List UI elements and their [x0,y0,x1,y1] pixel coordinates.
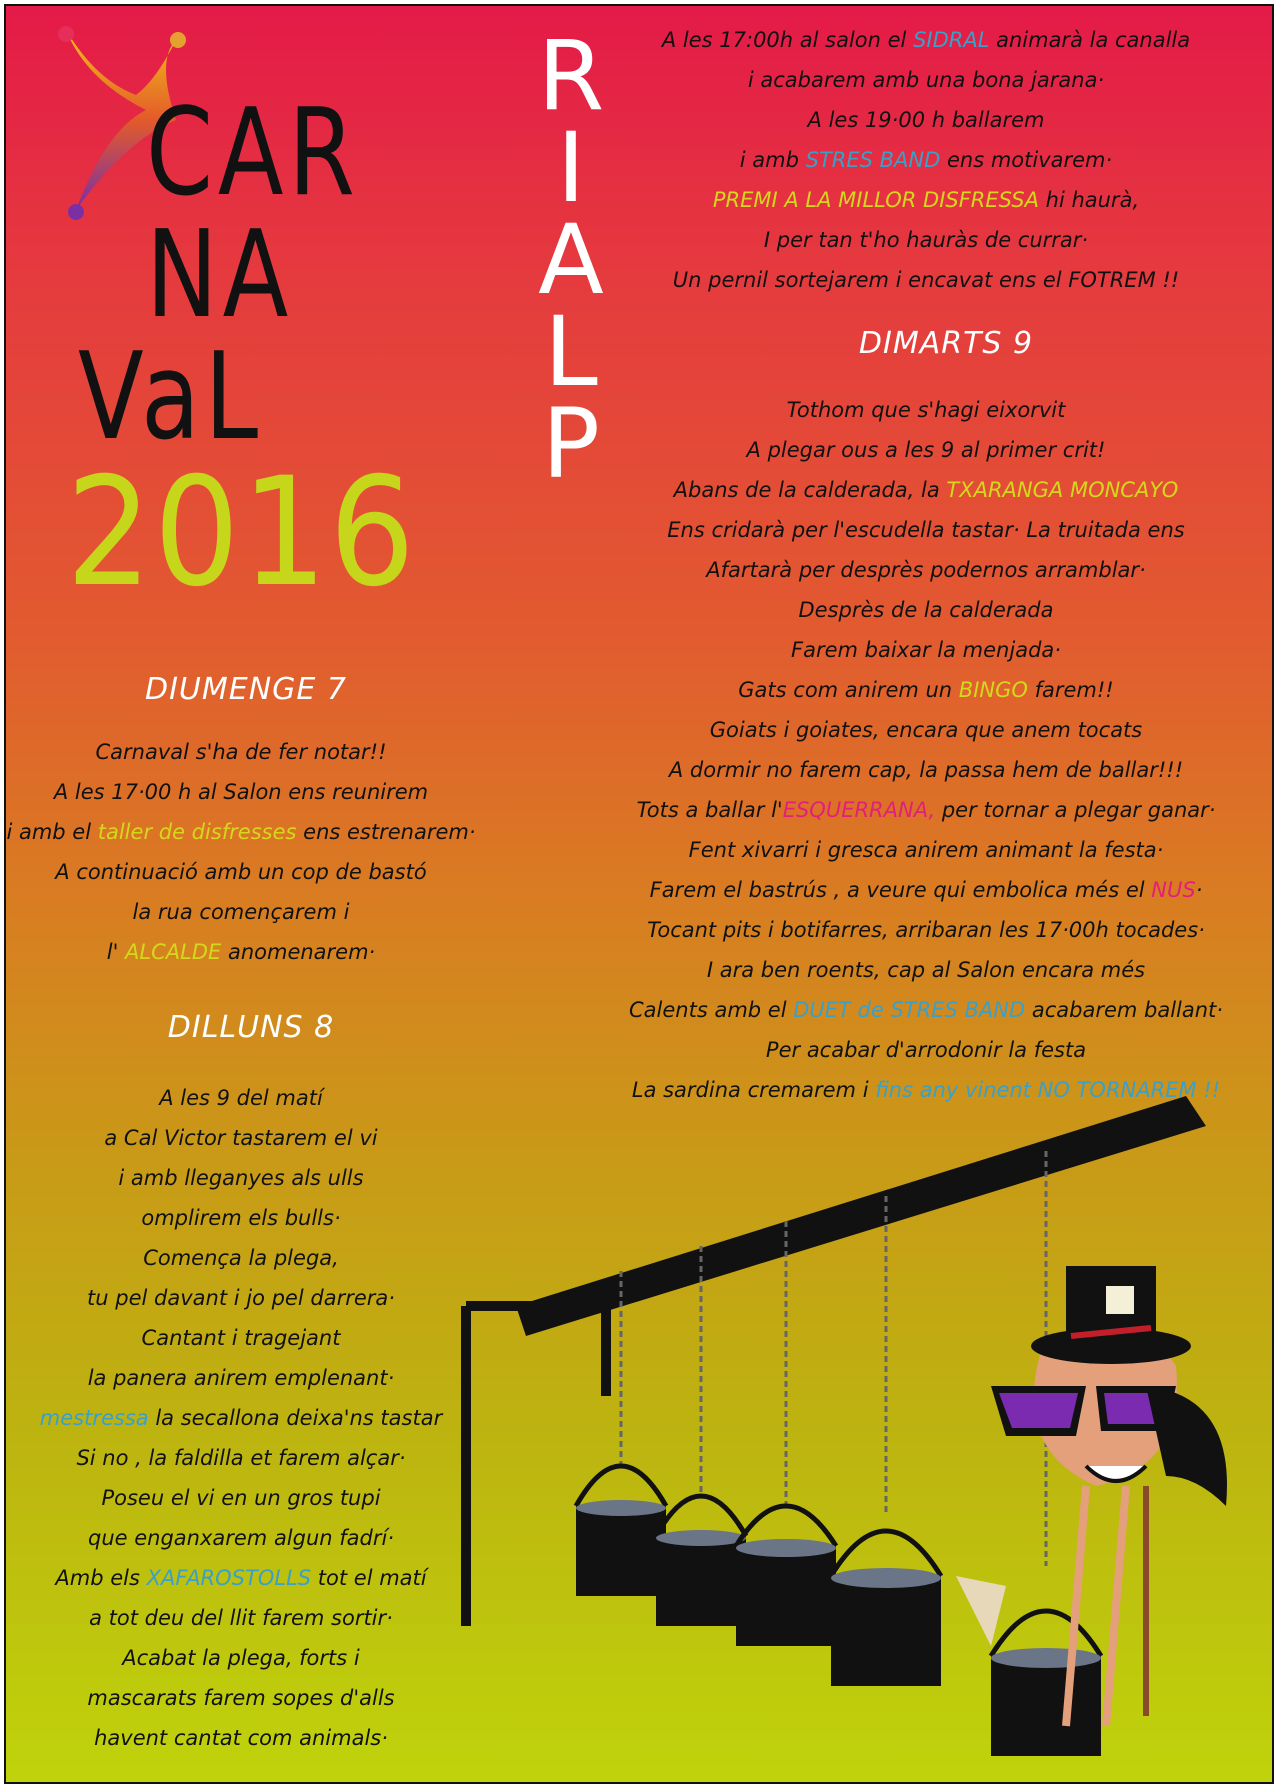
verse-text: Gats com anirem un [738,678,959,702]
verse-line [606,260,1246,300]
verse-text: Abans de la calderada, la [673,478,947,502]
verse-line [6,892,476,932]
verse-line [606,950,1246,990]
verse-line [6,1198,476,1238]
verse-text: Acabat la plega, forts i [122,1646,360,1670]
verse-text: animarà la canalla [989,28,1191,52]
highlighted-text: ALCALDE [125,940,222,964]
highlighted-text: mestressa [39,1406,149,1430]
verse-text: i amb el [6,820,98,844]
verse-text: Desprès de la calderada [798,598,1054,622]
verse-line [6,1278,476,1318]
highlighted-text: fins any vinent NO TORNAREM !! [875,1078,1221,1102]
highlighted-text: TXARANGA MONCAYO [946,478,1179,502]
verse-text: A les 17:00h al salon el [661,28,914,52]
pots-and-mascot-illustration [446,1066,1274,1766]
verse-text: A plegar ous a les 9 al primer crit! [746,438,1106,462]
dimarts-heading: DIMARTS 9 [858,326,1034,361]
verse-text: Carnaval s'ha de fer notar!! [95,740,387,764]
verse-text: Fent xivarri i gresca anirem animant la festa· [688,838,1164,862]
highlighted-text: XAFAROSTOLLS [146,1566,312,1590]
verse-text: I ara ben roents, cap al Salon encara més [706,958,1146,982]
verse-text: havent cantat com animals· [94,1726,388,1750]
diumenge-heading: DIUMENGE 7 [144,672,347,707]
dilluns-verses [6,1078,476,1758]
verse-text: Amb els [55,1566,147,1590]
pot [831,1196,941,1686]
verse-text: omplirem els bulls· [141,1206,341,1230]
verse-text: Afartarà per desprès podernos arramblar· [706,558,1146,582]
verse-text: Si no , la faldilla et farem alçar· [76,1446,406,1470]
verse-line [606,870,1246,910]
verse-text: hi haurà, [1038,188,1140,212]
verse-text: la secallona deixa'ns tastar [148,1406,443,1430]
verse-line [606,1030,1246,1070]
verse-text: Comença la plega, [143,1246,339,1270]
verse-line [606,910,1246,950]
verse-text: Farem el bastrús , a veure qui embolica més el [649,878,1152,902]
verse-line [606,710,1246,750]
verse-text: Un pernil sortejarem i encavat ens el FOTREM !! [672,268,1180,292]
verse-line [606,630,1246,670]
verse-text: La sardina cremarem i [631,1078,876,1102]
verse-text: Ens cridarà per l'escudella tastar· La truitada ens [667,518,1185,542]
verse-line [6,1398,476,1438]
verse-line [606,590,1246,630]
town-letter: I [556,112,586,224]
verse-line [6,1318,476,1358]
verse-line [6,812,476,852]
verse-line [6,1478,476,1518]
verse-text: la rua començarem i [132,900,350,924]
highlighted-text: taller de disfresses [97,820,297,844]
verse-text: Tots a ballar l' [636,798,783,822]
verse-text: tu pel davant i jo pel darrera· [87,1286,395,1310]
logo-car: CAR [146,84,360,223]
verse-text: a Cal Victor tastarem el vi [104,1126,378,1150]
logo-val: VaL [78,328,263,467]
verse-line [6,732,476,772]
highlighted-text: SIDRAL [913,28,990,52]
verse-text: la panera anirem emplenant· [87,1366,395,1390]
verse-text: i amb [739,148,806,172]
verse-text: i amb lleganyes als ulls [118,1166,364,1190]
highlighted-text: BINGO [958,678,1028,702]
verse-line [606,180,1246,220]
dilluns-heading: DILLUNS 8 [167,1010,335,1045]
hanging-pots [576,1151,1101,1756]
highlighted-text: PREMI A LA MILLOR DISFRESSA [712,188,1039,212]
verse-text: A continuació amb un cop de bastó [55,860,427,884]
verse-line [606,390,1246,430]
diumenge-verses [6,732,476,972]
verse-line [606,990,1246,1030]
verse-text: tot el matí [311,1566,427,1590]
verse-line [606,140,1246,180]
verse-line [6,1078,476,1118]
verse-text: per tornar a plegar ganar· [935,798,1216,822]
verse-line [606,750,1246,790]
verse-line [606,100,1246,140]
highlighted-text: ESQUERRANA, [782,798,936,822]
verse-text: ens estrenarem· [296,820,476,844]
verse-text: Per acabar d'arrodonir la festa [765,1038,1087,1062]
verse-line [606,220,1246,260]
verse-line [6,1598,476,1638]
verse-text: Poseu el vi en un gros tupi [101,1486,381,1510]
verse-line [6,1638,476,1678]
verse-text: Cantant i tragejant [141,1326,341,1350]
town-letter: A [538,204,604,316]
verse-text: i acabarem amb una bona jarana· [747,68,1105,92]
verse-text: Calents amb el [629,998,794,1022]
verse-line [6,852,476,892]
verse-text: Goiats i goiates, encara que anem tocats [709,718,1143,742]
verse-text: Tothom que s'hagi eixorvit [786,398,1066,422]
verse-line [6,932,476,972]
verse-text: anomenarem· [221,940,376,964]
verse-line [6,1718,476,1758]
verse-line [6,1238,476,1278]
verse-text: que enganxarem algun fadrí· [87,1526,395,1550]
verse-line [606,670,1246,710]
verse-text: l' [106,940,126,964]
pot [576,1271,666,1596]
town-letter: P [542,388,600,500]
verse-line [6,1518,476,1558]
verse-line [606,60,1246,100]
verse-text: A les 9 del matí [159,1086,323,1110]
verse-line [606,510,1246,550]
verse-line [606,790,1246,830]
town-letter: R [537,20,605,132]
verse-text: Farem baixar la menjada· [791,638,1061,662]
pot [736,1221,836,1646]
intro-verses [606,20,1246,300]
verse-text: farem!! [1027,678,1114,702]
logo-na: NA [146,206,294,345]
verse-line [606,20,1246,60]
verse-line [6,772,476,812]
verse-text: A les 19·00 h ballarem [807,108,1045,132]
verse-line [6,1438,476,1478]
verse-line [606,550,1246,590]
verse-line [606,470,1246,510]
verse-text: A les 17·00 h al Salon ens reunirem [53,780,429,804]
verse-line [6,1358,476,1398]
verse-line [6,1158,476,1198]
verse-text: a tot deu del llit farem sortir· [89,1606,393,1630]
verse-text: ens motivarem· [940,148,1113,172]
dimarts-verses [606,390,1246,1110]
highlighted-text: STRES BAND [805,148,941,172]
highlighted-text: NUS [1151,878,1196,902]
verse-line [6,1558,476,1598]
verse-text: A dormir no farem cap, la passa hem de ballar!!! [668,758,1184,782]
verse-text: · [1195,878,1203,902]
verse-line [6,1678,476,1718]
highlighted-text: DUET de STRES BAND [793,998,1026,1022]
verse-line [6,1118,476,1158]
pot [656,1246,746,1626]
verse-text: acabarem ballant· [1025,998,1223,1022]
carnival-poster [4,4,1274,1784]
verse-text: Tocant pits i botifarres, arribaran les 17·00h tocades· [647,918,1205,942]
verse-line [606,430,1246,470]
verse-line [606,830,1246,870]
town-letter: L [544,296,598,408]
verse-text: mascarats farem sopes d'alls [87,1686,395,1710]
verse-text: I per tan t'ho hauràs de currar· [763,228,1089,252]
logo-year: 2016 [66,446,417,620]
